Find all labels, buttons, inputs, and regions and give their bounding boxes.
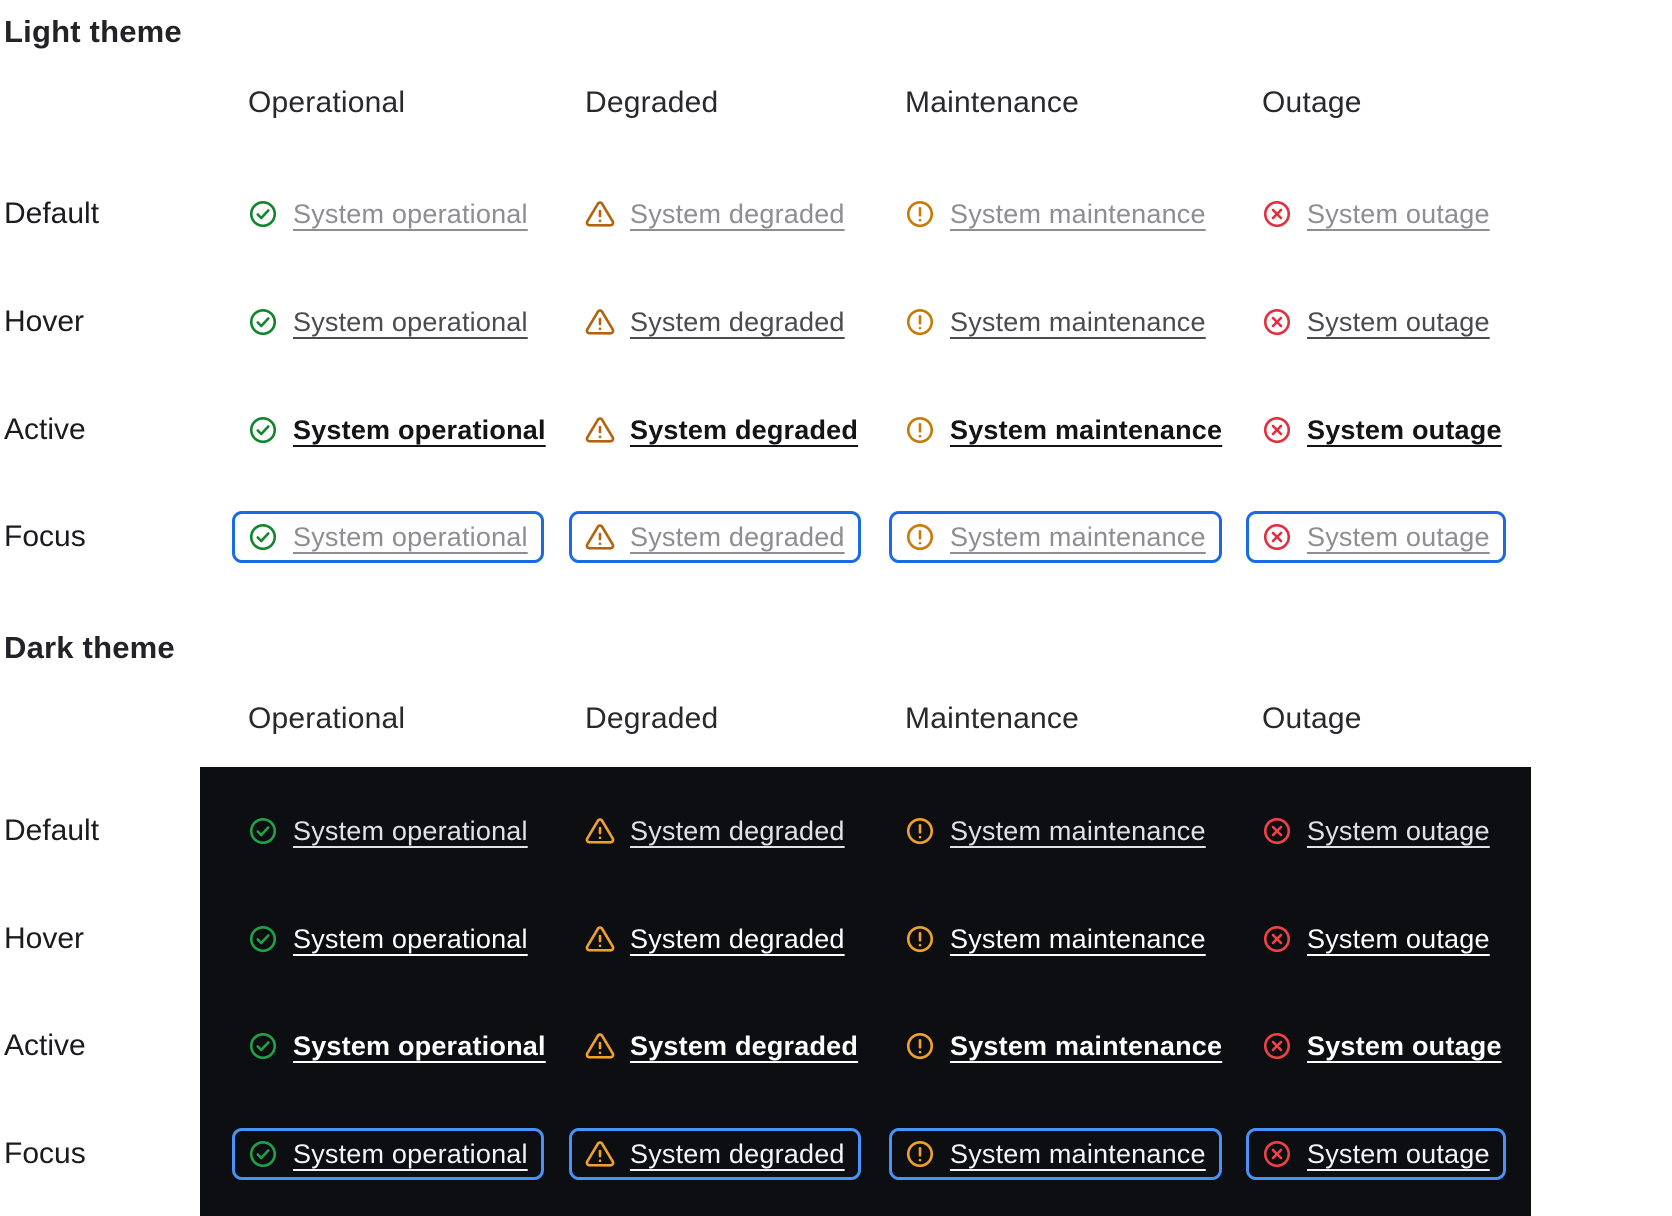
column-header-degraded-dark: Degraded: [585, 702, 719, 735]
status-link-label: System maintenance: [950, 1139, 1206, 1169]
x-circle-icon: [1262, 924, 1292, 954]
status-link-degraded-focus-dark[interactable]: [569, 1128, 861, 1180]
warning-triangle-icon: [585, 415, 615, 445]
status-link-label: System maintenance: [950, 199, 1206, 229]
status-link-label: System outage: [1307, 816, 1490, 846]
status-link-outage-hover-dark[interactable]: [1246, 913, 1506, 965]
status-link-operational-hover[interactable]: [232, 296, 544, 348]
status-link-label: System degraded: [630, 1139, 845, 1169]
status-link-label: System outage: [1307, 199, 1490, 229]
status-link-label: System operational: [293, 199, 528, 229]
status-link-outage-active[interactable]: [1246, 404, 1518, 456]
warning-triangle-icon: [585, 816, 615, 846]
status-link-operational-active[interactable]: [232, 404, 562, 456]
status-link-outage-default[interactable]: [1246, 188, 1506, 240]
status-link-label: System degraded: [630, 816, 845, 846]
status-link-outage-focus[interactable]: [1246, 511, 1506, 563]
row-label-focus: Focus: [4, 520, 86, 553]
light-theme-title: Light theme: [4, 14, 182, 49]
exclamation-circle-icon: [905, 199, 935, 229]
status-link-degraded-active[interactable]: [569, 404, 874, 456]
status-link-maintenance-hover[interactable]: [889, 296, 1222, 348]
status-link-label: System outage: [1307, 924, 1490, 954]
row-label-hover-dark: Hover: [4, 922, 85, 955]
x-circle-icon: [1262, 522, 1292, 552]
status-link-label: System operational: [293, 307, 528, 337]
check-circle-icon: [248, 1031, 278, 1061]
status-link-outage-hover[interactable]: [1246, 296, 1506, 348]
status-link-degraded-default[interactable]: [569, 188, 861, 240]
status-link-maintenance-default-dark[interactable]: [889, 805, 1222, 857]
status-link-label: System operational: [293, 522, 528, 552]
status-link-label: System maintenance: [950, 816, 1206, 846]
status-link-label: System maintenance: [950, 415, 1223, 445]
column-header-outage: Outage: [1262, 86, 1362, 119]
status-link-label: System maintenance: [950, 522, 1206, 552]
status-link-label: System operational: [293, 924, 528, 954]
status-link-label: System degraded: [630, 307, 845, 337]
exclamation-circle-icon: [905, 522, 935, 552]
check-circle-icon: [248, 199, 278, 229]
status-link-label: System degraded: [630, 415, 859, 445]
status-link-operational-active-dark[interactable]: [232, 1020, 562, 1072]
status-link-operational-default[interactable]: [232, 188, 544, 240]
row-label-active-dark: Active: [4, 1029, 86, 1062]
warning-triangle-icon: [585, 1139, 615, 1169]
status-link-maintenance-default[interactable]: [889, 188, 1222, 240]
status-link-outage-default-dark[interactable]: [1246, 805, 1506, 857]
status-link-label: System outage: [1307, 1139, 1490, 1169]
status-link-label: System maintenance: [950, 1031, 1223, 1061]
check-circle-icon: [248, 415, 278, 445]
status-link-degraded-focus[interactable]: [569, 511, 861, 563]
status-link-degraded-default-dark[interactable]: [569, 805, 861, 857]
status-link-outage-focus-dark[interactable]: [1246, 1128, 1506, 1180]
status-link-maintenance-active-dark[interactable]: [889, 1020, 1238, 1072]
check-circle-icon: [248, 1139, 278, 1169]
status-link-operational-focus[interactable]: [232, 511, 544, 563]
x-circle-icon: [1262, 415, 1292, 445]
row-label-default-dark: Default: [4, 814, 100, 847]
column-header-degraded: Degraded: [585, 86, 719, 119]
status-link-label: System outage: [1307, 307, 1490, 337]
status-link-label: System degraded: [630, 1031, 859, 1061]
status-link-label: System operational: [293, 1139, 528, 1169]
status-link-maintenance-active[interactable]: [889, 404, 1238, 456]
row-label-focus-dark: Focus: [4, 1137, 86, 1170]
status-link-degraded-active-dark[interactable]: [569, 1020, 874, 1072]
row-label-active: Active: [4, 413, 86, 446]
status-link-label: System operational: [293, 415, 546, 445]
status-link-degraded-hover[interactable]: [569, 296, 861, 348]
status-link-label: System operational: [293, 816, 528, 846]
check-circle-icon: [248, 522, 278, 552]
status-link-maintenance-hover-dark[interactable]: [889, 913, 1222, 965]
exclamation-circle-icon: [905, 924, 935, 954]
check-circle-icon: [248, 924, 278, 954]
dark-theme-title: Dark theme: [4, 630, 175, 665]
status-link-operational-hover-dark[interactable]: [232, 913, 544, 965]
x-circle-icon: [1262, 1031, 1292, 1061]
status-link-label: System operational: [293, 1031, 546, 1061]
x-circle-icon: [1262, 816, 1292, 846]
status-link-operational-focus-dark[interactable]: [232, 1128, 544, 1180]
column-header-outage-dark: Outage: [1262, 702, 1362, 735]
x-circle-icon: [1262, 1139, 1292, 1169]
status-link-operational-default-dark[interactable]: [232, 805, 544, 857]
status-link-maintenance-focus[interactable]: [889, 511, 1222, 563]
status-link-maintenance-focus-dark[interactable]: [889, 1128, 1222, 1180]
status-link-label: System maintenance: [950, 307, 1206, 337]
status-link-degraded-hover-dark[interactable]: [569, 913, 861, 965]
row-label-default: Default: [4, 197, 100, 230]
status-link-label: System degraded: [630, 199, 845, 229]
warning-triangle-icon: [585, 307, 615, 337]
x-circle-icon: [1262, 199, 1292, 229]
column-header-operational: Operational: [248, 86, 406, 119]
check-circle-icon: [248, 307, 278, 337]
column-header-maintenance: Maintenance: [905, 86, 1079, 119]
status-link-label: System outage: [1307, 522, 1490, 552]
column-header-operational-dark: Operational: [248, 702, 406, 735]
status-link-label: System degraded: [630, 522, 845, 552]
warning-triangle-icon: [585, 199, 615, 229]
warning-triangle-icon: [585, 924, 615, 954]
exclamation-circle-icon: [905, 307, 935, 337]
exclamation-circle-icon: [905, 816, 935, 846]
exclamation-circle-icon: [905, 1139, 935, 1169]
status-link-label: System degraded: [630, 924, 845, 954]
exclamation-circle-icon: [905, 415, 935, 445]
status-link-label: System outage: [1307, 1031, 1502, 1061]
status-link-outage-active-dark[interactable]: [1246, 1020, 1518, 1072]
status-link-label: System outage: [1307, 415, 1502, 445]
status-link-label: System maintenance: [950, 924, 1206, 954]
exclamation-circle-icon: [905, 1031, 935, 1061]
x-circle-icon: [1262, 307, 1292, 337]
warning-triangle-icon: [585, 522, 615, 552]
warning-triangle-icon: [585, 1031, 615, 1061]
column-header-maintenance-dark: Maintenance: [905, 702, 1079, 735]
row-label-hover: Hover: [4, 305, 85, 338]
check-circle-icon: [248, 816, 278, 846]
